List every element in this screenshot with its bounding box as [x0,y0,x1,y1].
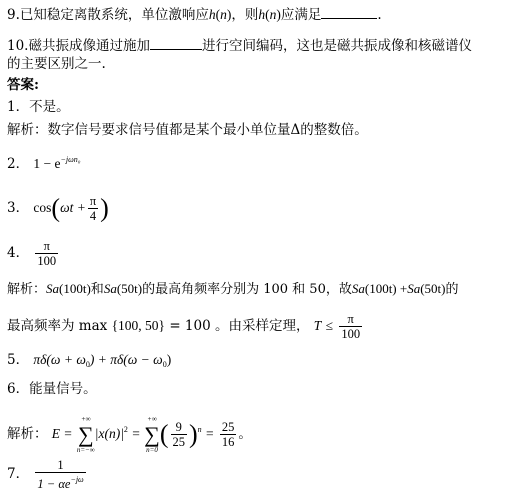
a6-pow: n [197,425,202,434]
a4-le: ≤ [325,318,334,333]
answer-heading: 答案: [7,77,39,93]
q9-paren2: ( [265,7,270,22]
a4-frac [35,239,58,268]
a6-sum1 [77,415,95,455]
a6-sum1-sigma: ∑ [77,421,94,447]
a4-mid: 的最高角频率分别为 100 和 50，故 [142,282,352,297]
a3-four: 4 [89,209,97,223]
a6-expl-label: 解析： [7,426,48,442]
a7-one: 1 [57,458,64,472]
a3-frac [88,194,98,223]
question-10-line1 [7,35,472,55]
q9-text-b: ，则 [231,7,259,23]
a4-arg2: (50t) [116,281,143,296]
a1-expl-label: 解析： [7,122,48,138]
a6-sum2-sigma: ∑ [144,421,160,447]
a4-expl-label: 解析： [7,282,47,297]
q9-text-c: 应满足 [280,7,322,23]
a6-eq: = [132,426,140,441]
a6-sum2-top: +∞ [147,414,157,423]
a4-end: 的 [445,282,459,297]
a7-frac [35,458,85,491]
a6-frac-den: 25 [172,435,185,449]
q9-blank[interactable] [321,4,377,19]
answer-3 [7,188,109,228]
a4-sa2: Sa [103,281,117,296]
a7-num: 7． [7,466,30,482]
q9-paren-close: ) [226,7,232,22]
a2-num: 2． [7,156,30,172]
a6-frac-num: 9 [175,420,182,434]
a4-pi: π [43,239,50,253]
a6-eq2: = [205,426,214,441]
q10-line2: 的主要区别之一. [7,56,106,72]
a4-and: 和 [90,282,104,297]
question-10-line2 [7,55,106,73]
a6-sum2-bot: n=0 [146,445,158,454]
answer-6-explanation [7,408,252,456]
a6-end: 。 [238,426,252,442]
a5-end: ) [166,352,172,367]
a7-sup: −jω [70,475,84,484]
a3-cos: cos [33,200,52,215]
a4-arg4: (50t) [420,281,446,296]
a7-den-wrap [35,473,85,491]
a6-frac [171,420,188,449]
answer-1-explanation [7,121,368,139]
a4-line2-a: 最高频率为 max [7,318,108,334]
a6-sq: 2 [123,425,128,434]
a3-num: 3． [7,200,30,216]
a2-sup: −jωn₀ [60,155,81,164]
answer-5 [7,351,171,374]
answer-7 [7,456,88,492]
a6-paren-close: ) [189,419,198,449]
answer-1 [7,98,70,116]
a7-den: 1 − αe [37,477,71,491]
a4-num: 4． [7,245,30,261]
a4-line2-b: = 100 。由采样定理， [169,318,310,334]
q9-paren: ( [215,7,221,22]
answer-4-explanation-line1 [7,280,459,299]
answer-4 [7,235,60,271]
a4-expl-frac [339,312,362,341]
q10-blank[interactable] [150,35,202,50]
q9-h: h [208,7,216,22]
q9-n2: n [269,7,277,22]
a6-sum1-top: +∞ [80,414,91,423]
a6-result-frac [220,420,237,449]
q9-text-a: 9.已知稳定离散系统，单位激响应 [7,7,209,23]
q10-line1-b: 进行空间编码，这也是磁共振成像和核磁谱仪 [201,38,472,54]
a5-sub1: 0 [162,360,167,369]
a6-sum1-bot: n=−∞ [76,445,95,454]
a1-expl-text: 数字信号要求信号值都是某个最小单位量Δ的整数倍。 [47,122,368,138]
q10-line1-a: 10.磁共振成像通过施加 [7,38,150,54]
a6-x: |x(n)| [94,426,124,441]
q9-period: . [377,7,382,23]
a5-expr: πδ(ω + ω [33,352,86,367]
answer-4-explanation-line2 [7,308,364,344]
q9-h2: h [258,7,266,22]
a6-num: 6． [7,381,30,397]
a4-den: 100 [37,254,57,268]
answer-6 [7,380,97,398]
a6-text: 能量信号。 [29,381,97,397]
a4-sa4: Sa [407,281,421,296]
question-9 [7,4,382,24]
a3-paren-open: ( [51,193,61,223]
a5-num: 5． [7,352,30,368]
q9-paren2-close: ) [276,7,281,22]
a6-r-num: 25 [221,420,235,434]
answer-2 [7,151,81,173]
a6-sum2 [144,415,160,455]
a4-sa1: Sa [46,281,60,296]
a6-paren-open: ( [159,419,169,449]
a5-sub0: 0 [85,360,90,369]
a5-mid: ) + πδ(ω − ω [89,352,163,367]
a4-expl-pi: π [347,312,354,326]
a6-E: E = [51,426,73,441]
a3-pi: π [89,194,97,208]
a4-sa3: Sa [351,281,365,296]
a2-expr: 1 − e [33,156,61,171]
a3-arg: ωt + [60,200,86,215]
a4-line2-set: {100, 50} [111,318,166,333]
q9-n: n [220,7,227,22]
a1-num: 1． [7,99,30,115]
a3-paren-close: ) [100,193,109,223]
a4-expl-den: 100 [341,327,361,341]
a1-text: 不是。 [29,99,70,115]
a4-T: T [313,318,322,333]
a4-arg3: (100t) + [364,281,408,296]
a4-arg1: (100t) [59,281,91,296]
a6-r-den: 16 [221,435,235,449]
